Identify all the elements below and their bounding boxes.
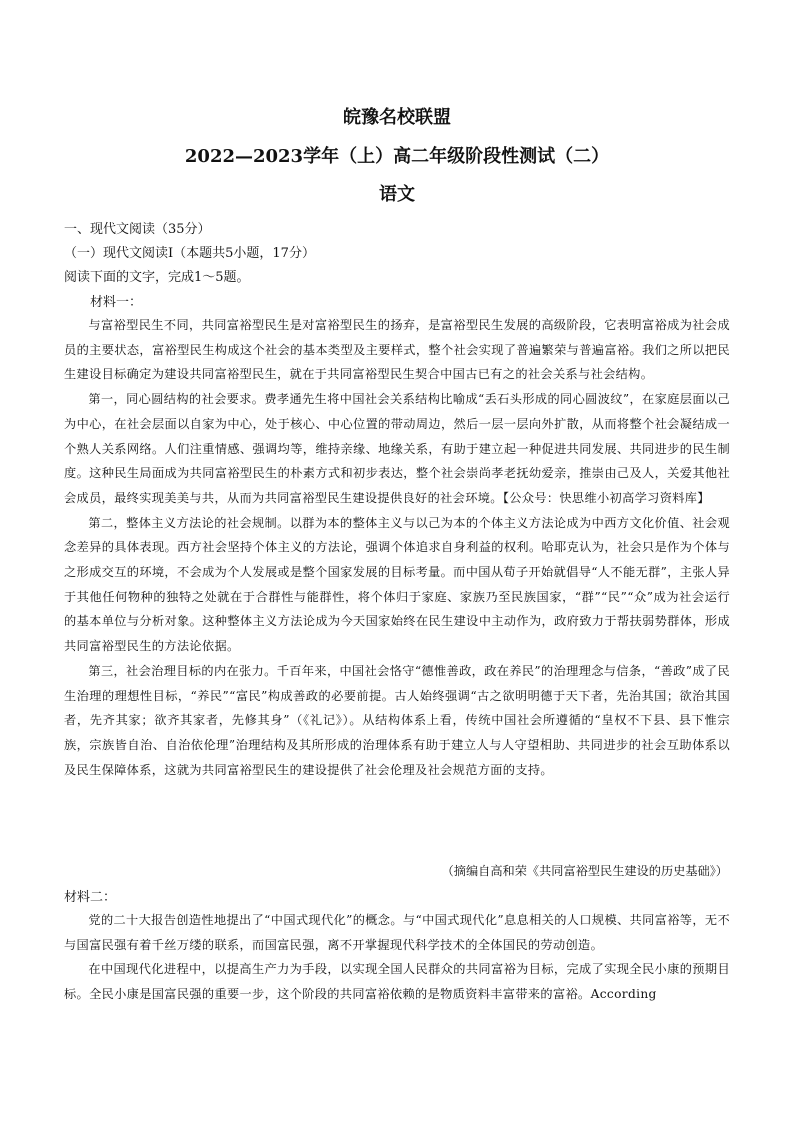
material1-paragraph: 第三，社会治理目标的内在张力。千百年来，中国社会恪守“德惟善政，政在养民”的治理理念与信条，“善政”成了民生治理的理想性目标，“养民”“富民”构成善政的必要前提。古人始终强调“古之欲明明德于天下者，先治其国；欲治其国者，先齐其家；欲齐其家者，先修其身”（《礼记》）。从结构体系上看，传统中国社会所遵循的“皇权不下县、县下惟宗族，宗族皆自治、自治依伦理”治理结构及其所形成的治理体系有助于建立人与人守望相助、共同进步的社会互助体系以及民生保障体系，这就为共同富裕型民生的建设提供了社会伦理及社会规范方面的支持。	[64, 663, 730, 777]
section-heading: 一、现代文阅读（35分）	[64, 222, 211, 237]
org-title: 皖豫名校联盟	[343, 107, 451, 128]
subject-title: 语文	[379, 184, 415, 205]
material1-paragraph: 第一，同心圆结构的社会要求。费孝通先生将中国社会关系结构比喻成“丢石头形成的同心圆波纹”，在家庭层面以己为中心，在社会层面以自家为中心，处于核心、中心位置的带动周边，然后一层一层向外扩散，从而将整个社会凝结成一个熟人关系网络。人们注重情感、强调均等，维持亲缘、地缘关系，有助于建立起一种促进共同发展、共同进步的民生制度。这种民生局面成为共同富裕型民生的朴素方式和初步表达，整个社会崇尚孝老抚幼爱亲，推崇由己及人，关爱其他社会成员，最终实现美美与共，从而为共同富裕型民生建设提供良好的社会环境。【公众号：快思维小初高学习资料库】	[64, 392, 730, 505]
material2-body	[64, 908, 730, 1007]
material2-label: 材料二：	[64, 890, 117, 905]
material1-body	[64, 313, 730, 782]
subsection-heading: （一）现代文阅读Ⅰ（本题共5小题，17分）	[64, 246, 315, 261]
material1-source: （摘编自高和荣《共同富裕型民生建设的历史基础》）	[441, 864, 728, 878]
material2-paragraph: 党的二十大报告创造性地提出了“中国式现代化”的概念。与“中国式现代化”息息相关的人口规模、共同富裕等，无不与国富民强有着千丝万缕的联系，而国富民强，离不开掌握现代科学技术的全体国民的劳动创造。	[64, 913, 730, 952]
material2-paragraph: 在中国现代化进程中，以提高生产力为手段，以实现全国人民群众的共同富裕为目标，完成了实现全民小康的预期目标。全民小康是国富民强的重要一步，这个阶段的共同富裕依赖的是物质资料丰富带来的富裕。According	[64, 962, 730, 1002]
material1-paragraph: 与富裕型民生不同，共同富裕型民生是对富裕型民生的扬弃，是富裕型民生发展的高级阶段，它表明富裕成为社会成员的主要状态，富裕型民生构成这个社会的基本类型及主要样式，整个社会实现了普遍繁荣与普遍富裕。我们之所以把民生建设目标确定为建设共同富裕型民生，就在于共同富裕型民生契合中国古已有之的社会关系与社会结构。	[64, 318, 730, 382]
exam-title: 2022—2023学年（上）高二年级阶段性测试（二）	[184, 146, 610, 167]
material1-label: 材料一：	[90, 295, 143, 310]
instruction: 阅读下面的文字，完成1～5题。	[64, 270, 250, 285]
material1-paragraph: 第二，整体主义方法论的社会规制。以群为本的整体主义与以己为本的个体主义方法论成为中西方文化价值、社会观念差异的具体表现。西方社会坚持个体主义的方法论，强调个体追求自身利益的权利。哈耶克认为，社会只是作为个体与之形成交互的环境，不会成为个人发展或是整个国家发展的目标考量。而中国从荀子开始就倡导“人不能无群”，主张人异于其他任何物种的独特之处就在于合群性与能群性，将个体归于家庭、家族乃至民族国家，“群”“民”“众”成为社会运行的基本单位与分析对象。这种整体主义方法论成为今天国家始终在民生建设中主动作为，政府致力于帮扶弱势群体，形成共同富裕型民生的方法论依据。	[64, 515, 730, 654]
